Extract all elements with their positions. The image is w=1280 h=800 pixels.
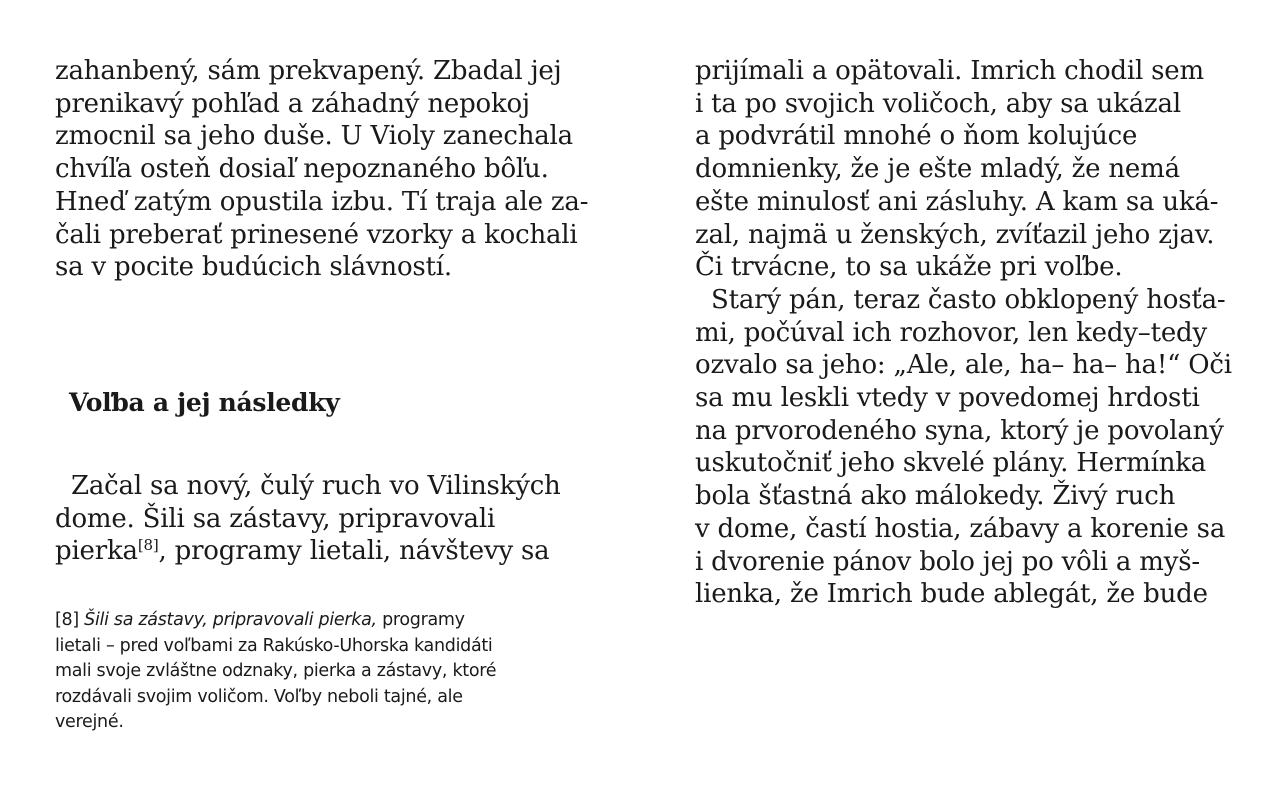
text-line: uskutočniť jeho skvelé plány. Hermínka	[695, 448, 1207, 479]
left-page-paragraph	[55, 55, 588, 284]
text-line: Či trvácne, to sa ukáže pri voľbe.	[695, 252, 1123, 283]
text-line	[55, 535, 561, 568]
text-fragment: pierka	[55, 536, 138, 567]
text-line: sa mu leskli vtedy v povedomej hrdosti	[695, 383, 1200, 414]
text-line: prenikavý pohľad a záhadný nepokoj	[55, 88, 530, 119]
footnote	[55, 608, 595, 736]
text-line: na prvorodeného syna, ktorý je povolaný	[695, 415, 1224, 446]
text-line: i dvorenie pánov bolo jej po vôli a myš-	[695, 546, 1200, 577]
text-line: zahanbený, sám prekvapený. Zbadal jej	[55, 56, 562, 86]
text-line: prijímali a opätovali. Imrich chodil sem	[695, 56, 1204, 86]
footnote-line: rozdávali svojim voličom. Voľby neboli tajné, ale	[55, 686, 463, 707]
text-fragment: , programy lietali, návštevy sa	[158, 536, 550, 567]
text-line: lienka, že Imrich bude ablegát, že bude	[695, 579, 1208, 610]
text-line: čali preberať prinesené vzorky a kochali	[55, 219, 578, 250]
footnote-text: programy	[382, 610, 465, 630]
footnote-line: verejné.	[55, 712, 124, 732]
text-line: Hneď zatým opustila izbu. Tí traja ale za-	[55, 186, 589, 217]
text-line: ešte minulosť ani zásluhy. A kam sa uká-	[695, 186, 1219, 217]
text-line: chvíľa osteň dosiaľ nepoznaného bôľu.	[55, 154, 549, 185]
footnote-italic-text: Šili sa zástavy, pripravovali pierka,	[84, 610, 377, 630]
text-line: domnienky, že je ešte mladý, že nemá	[695, 154, 1180, 185]
footnote-line: mali svoje zvláštne odznaky, pierka a zástavy, ktoré	[55, 661, 497, 681]
text-line: ozvalo sa jeho: „Ale, ale, ha– ha– ha!“ Oči	[695, 350, 1232, 381]
text-line: mi, počúval ich rozhovor, len kedy–tedy	[695, 317, 1207, 348]
text-line: dome. Šili sa zástavy, pripravovali	[55, 503, 496, 534]
text-line: Začal sa nový, čulý ruch vo Vilinských	[71, 471, 561, 501]
text-line: sa v pocite budúcich slávností.	[55, 252, 452, 283]
footnote-marker: [8]	[55, 610, 79, 630]
text-line: i ta po svojich voličoch, aby sa ukázal	[695, 88, 1181, 119]
text-line: Starý pán, teraz často obklopený hosťa-	[711, 284, 1226, 315]
footnote-line: lietali – pred voľbami za Rakúsko-Uhorska kandidáti	[55, 635, 493, 656]
text-line: zmocnil sa jeho duše. U Violy zanechala	[55, 121, 573, 152]
text-line: a podvrátil mnohé o ňom kolujúce	[695, 121, 1138, 152]
section-paragraph	[55, 470, 561, 568]
text-line: bola šťastná ako málokedy. Živý ruch	[695, 481, 1176, 512]
footnote-reference[interactable]: [8]	[137, 536, 159, 555]
text-line: zal, najmä u ženských, zvíťazil jeho zjav.	[695, 219, 1215, 250]
right-page-text	[695, 55, 1232, 611]
section-heading: Voľba a jej následky	[69, 388, 340, 417]
text-line: v dome, častí hostia, zábavy a korenie sa	[695, 513, 1226, 544]
footnote-line	[55, 608, 595, 634]
